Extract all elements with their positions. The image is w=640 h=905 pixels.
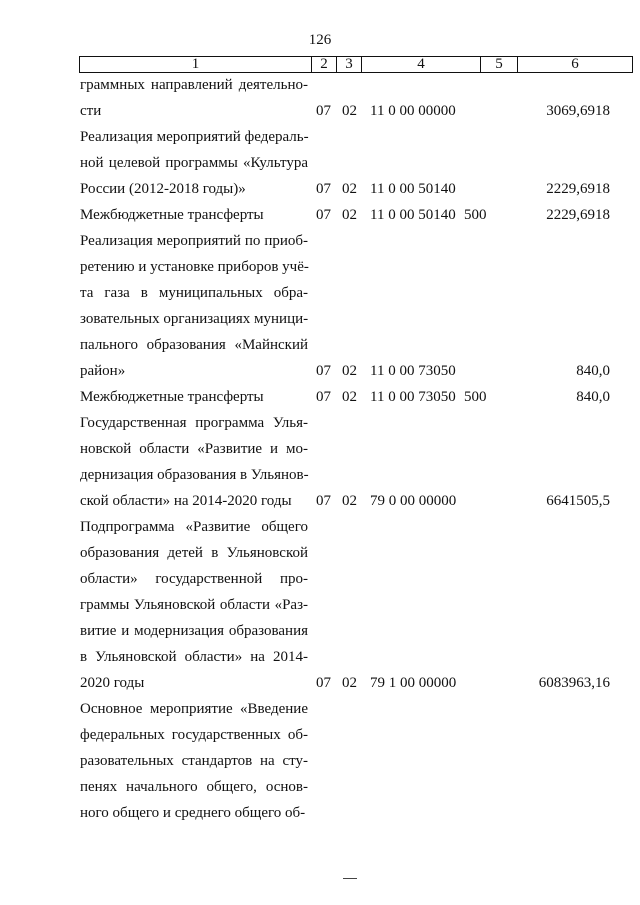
section-code: 07 — [316, 389, 331, 405]
column-header-3: 3 — [337, 57, 362, 73]
section-code: 07 — [316, 363, 331, 379]
table-row — [80, 202, 610, 228]
description-line: ской области» на 2014-2020 годы — [80, 493, 292, 509]
description-line: 2020 годы — [80, 675, 145, 691]
row-description — [80, 514, 308, 696]
table-row — [80, 228, 610, 384]
description-line: в Ульяновской области» на 2014- — [80, 649, 308, 665]
budget-rows — [80, 72, 610, 826]
description-line: район» — [80, 363, 126, 379]
page-number: 126 — [308, 32, 332, 48]
amount-value: 840,0 — [576, 363, 610, 379]
description-line: граммных направлений деятельно- — [80, 77, 308, 93]
row-description — [80, 124, 308, 202]
description-line: ного общего и среднего общего об- — [80, 805, 306, 821]
column-header-5: 5 — [481, 57, 518, 73]
description-line: разовательных стандартов на сту- — [80, 753, 308, 769]
description-line: ретению и установке приборов учё- — [80, 259, 309, 275]
target-article-code: 11 0 00 50140 — [370, 181, 456, 197]
subsection-code: 02 — [342, 181, 357, 197]
expense-type-code: 500 — [464, 389, 487, 405]
target-article-code: 11 0 00 73050 — [370, 389, 456, 405]
column-header-1: 1 — [80, 57, 312, 73]
row-description — [80, 228, 308, 384]
description-line: новской области «Развитие и мо- — [80, 441, 308, 457]
section-code: 07 — [316, 675, 331, 691]
description-line: дернизация образования в Ульянов- — [80, 467, 309, 483]
description-line: пенях начального общего, основ- — [80, 779, 308, 795]
column-header-row — [80, 57, 633, 73]
amount-value: 840,0 — [576, 389, 610, 405]
table-row — [80, 72, 610, 124]
table-row — [80, 124, 610, 202]
description-line: сти — [80, 103, 102, 119]
description-line: пального образования «Майнский — [80, 337, 308, 353]
target-article-code: 79 1 00 00000 — [370, 675, 457, 691]
expense-type-code: 500 — [464, 207, 487, 223]
row-description — [80, 384, 308, 410]
row-description — [80, 696, 308, 826]
target-article-code: 11 0 00 73050 — [370, 363, 456, 379]
description-line: Основное мероприятие «Введение — [80, 701, 308, 717]
section-code: 07 — [316, 207, 331, 223]
description-line: Межбюджетные трансферты — [80, 389, 264, 405]
column-header-4: 4 — [362, 57, 481, 73]
subsection-code: 02 — [342, 363, 357, 379]
subsection-code: 02 — [342, 675, 357, 691]
section-code: 07 — [316, 181, 331, 197]
description-line: России (2012-2018 годы)» — [80, 181, 246, 197]
section-code: 07 — [316, 493, 331, 509]
column-header-2: 2 — [312, 57, 337, 73]
subsection-code: 02 — [342, 389, 357, 405]
description-line: Государственная программа Улья- — [80, 415, 308, 431]
table-row — [80, 384, 610, 410]
row-description — [80, 202, 308, 228]
amount-value: 2229,6918 — [546, 181, 610, 197]
amount-value: 6641505,5 — [546, 493, 610, 509]
description-line: зовательных организациях муници- — [80, 311, 309, 327]
description-line: витие и модернизация образования — [80, 623, 308, 639]
bottom-dash-mark — [343, 878, 357, 879]
subsection-code: 02 — [342, 493, 357, 509]
subsection-code: 02 — [342, 207, 357, 223]
section-code: 07 — [316, 103, 331, 119]
column-header-6: 6 — [518, 57, 633, 73]
target-article-code: 11 0 00 50140 — [370, 207, 456, 223]
subsection-code: 02 — [342, 103, 357, 119]
description-line: федеральных государственных об- — [80, 727, 308, 743]
target-article-code: 79 0 00 00000 — [370, 493, 457, 509]
amount-value: 2229,6918 — [546, 207, 610, 223]
description-line: ной целевой программы «Культура — [80, 155, 308, 171]
row-description — [80, 72, 308, 124]
table-row — [80, 514, 610, 696]
description-line: та газа в муниципальных обра- — [80, 285, 308, 301]
column-header-table — [79, 56, 633, 73]
table-row — [80, 410, 610, 514]
description-line: граммы Ульяновской области «Раз- — [80, 597, 308, 613]
amount-value: 6083963,16 — [538, 675, 610, 691]
description-line: Реализация мероприятий федераль- — [80, 129, 309, 145]
target-article-code: 11 0 00 00000 — [370, 103, 456, 119]
description-line: Реализация мероприятий по приоб- — [80, 233, 308, 249]
description-line: образования детей в Ульяновской — [80, 545, 308, 561]
row-description — [80, 410, 308, 514]
description-line: Межбюджетные трансферты — [80, 207, 264, 223]
table-row — [80, 696, 610, 826]
description-line: Подпрограмма «Развитие общего — [80, 519, 308, 535]
description-line: области» государственной про- — [80, 571, 308, 587]
amount-value: 3069,6918 — [546, 103, 610, 119]
